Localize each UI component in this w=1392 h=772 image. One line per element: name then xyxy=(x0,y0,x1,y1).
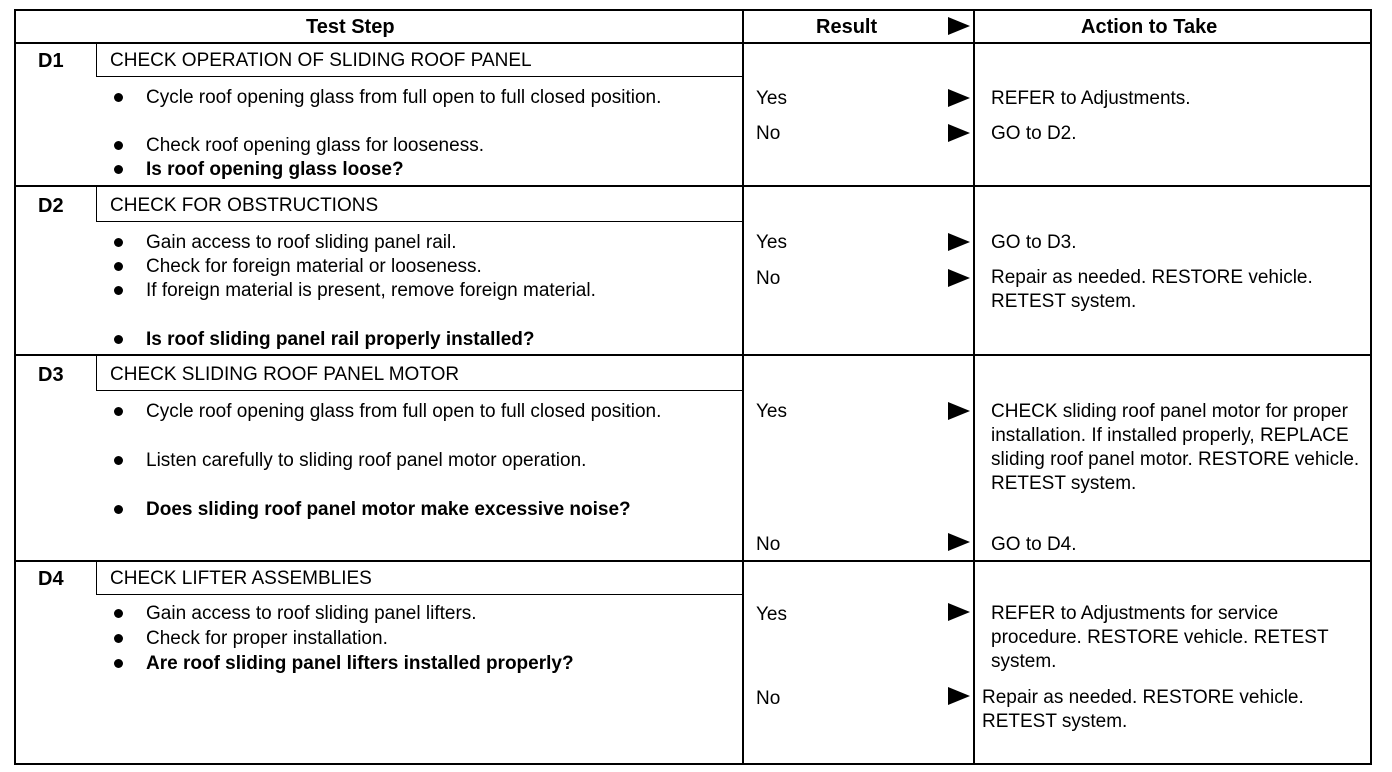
col-divider-action xyxy=(973,11,975,763)
id-box-left-d1 xyxy=(96,44,97,77)
bullet-icon xyxy=(114,407,123,416)
bullet-icon xyxy=(114,335,123,344)
diagnostic-table xyxy=(14,9,1372,765)
bullet-icon xyxy=(114,165,123,174)
step-title: CHECK SLIDING ROOF PANEL MOTOR xyxy=(110,364,460,385)
step-question: Does sliding roof panel motor make excessive noise? xyxy=(146,499,631,520)
action-text: GO to D3. xyxy=(991,232,1077,253)
bullet-icon xyxy=(114,456,123,465)
header-test-step: Test Step xyxy=(306,16,395,38)
action-text: REFER to Adjustments for service procedure. RESTORE vehicle. RETEST system. xyxy=(991,603,1329,672)
col-divider-result xyxy=(742,11,744,763)
bullet-icon xyxy=(114,93,123,102)
header-arrow-icon xyxy=(948,17,970,35)
step-bullet: Check for proper installation. xyxy=(146,628,388,649)
step-question: Are roof sliding panel lifters installed properly? xyxy=(146,653,574,674)
header-action: Action to Take xyxy=(1081,16,1218,38)
result-yes: Yes xyxy=(756,88,787,109)
result-arrow-icon xyxy=(948,402,970,420)
result-arrow-icon xyxy=(948,233,970,251)
result-no: No xyxy=(756,688,781,709)
action-text: CHECK sliding roof panel motor for proper installation. If installed properly, REPLACE sliding roof panel motor. RESTORE vehicle. RETEST system. xyxy=(991,401,1360,494)
step-id: D3 xyxy=(38,364,64,386)
bullet-icon xyxy=(114,286,123,295)
step-id: D4 xyxy=(38,568,64,590)
id-box-left-d4 xyxy=(96,562,97,595)
step-bullet: Cycle roof opening glass from full open to full closed position. xyxy=(146,401,662,422)
result-arrow-icon xyxy=(948,687,970,705)
step-title-rule-d4 xyxy=(96,594,742,595)
step-question: Is roof opening glass loose? xyxy=(146,159,404,180)
step-title-rule-d2 xyxy=(96,221,742,222)
row-divider-d2 xyxy=(16,185,1370,187)
result-arrow-icon xyxy=(948,603,970,621)
bullet-icon xyxy=(114,238,123,247)
bullet-icon xyxy=(114,505,123,514)
result-no: No xyxy=(756,268,781,289)
step-bullet: Check roof opening glass for looseness. xyxy=(146,135,484,156)
step-bullet: Listen carefully to sliding roof panel motor operation. xyxy=(146,450,587,471)
row-divider-d4 xyxy=(16,560,1370,562)
result-no: No xyxy=(756,534,781,555)
step-title: CHECK OPERATION OF SLIDING ROOF PANEL xyxy=(110,50,532,71)
id-box-left-d2 xyxy=(96,187,97,222)
step-id: D1 xyxy=(38,50,64,72)
step-bullet: Gain access to roof sliding panel rail. xyxy=(146,232,457,253)
row-divider-d3 xyxy=(16,354,1370,356)
step-id: D2 xyxy=(38,195,64,217)
header-divider xyxy=(16,42,1370,44)
action-text: GO to D2. xyxy=(991,123,1077,144)
step-question: Is roof sliding panel rail properly installed? xyxy=(146,329,535,350)
step-bullet: Gain access to roof sliding panel lifters. xyxy=(146,603,477,624)
result-arrow-icon xyxy=(948,533,970,551)
bullet-icon xyxy=(114,141,123,150)
step-title: CHECK FOR OBSTRUCTIONS xyxy=(110,195,379,216)
action-text: Repair as needed. RESTORE vehicle. RETEST system. xyxy=(982,687,1304,732)
id-box-left-d3 xyxy=(96,356,97,391)
result-arrow-icon xyxy=(948,269,970,287)
action-text: GO to D4. xyxy=(991,534,1077,555)
action-text: Repair as needed. RESTORE vehicle. RETEST system. xyxy=(991,267,1313,312)
bullet-icon xyxy=(114,262,123,271)
result-arrow-icon xyxy=(948,89,970,107)
header-result: Result xyxy=(816,16,878,38)
result-arrow-icon xyxy=(948,124,970,142)
result-yes: Yes xyxy=(756,232,787,253)
result-yes: Yes xyxy=(756,604,787,625)
step-bullet: If foreign material is present, remove foreign material. xyxy=(146,280,596,301)
step-title-rule-d3 xyxy=(96,390,742,391)
step-title-rule-d1 xyxy=(96,76,742,77)
bullet-icon xyxy=(114,634,123,643)
result-no: No xyxy=(756,123,781,144)
step-bullet: Cycle roof opening glass from full open to full closed position. xyxy=(146,87,662,108)
step-title: CHECK LIFTER ASSEMBLIES xyxy=(110,568,372,589)
step-bullet: Check for foreign material or looseness. xyxy=(146,256,482,277)
bullet-icon xyxy=(114,609,123,618)
result-yes: Yes xyxy=(756,401,787,422)
bullet-icon xyxy=(114,659,123,668)
action-text: REFER to Adjustments. xyxy=(991,88,1191,109)
